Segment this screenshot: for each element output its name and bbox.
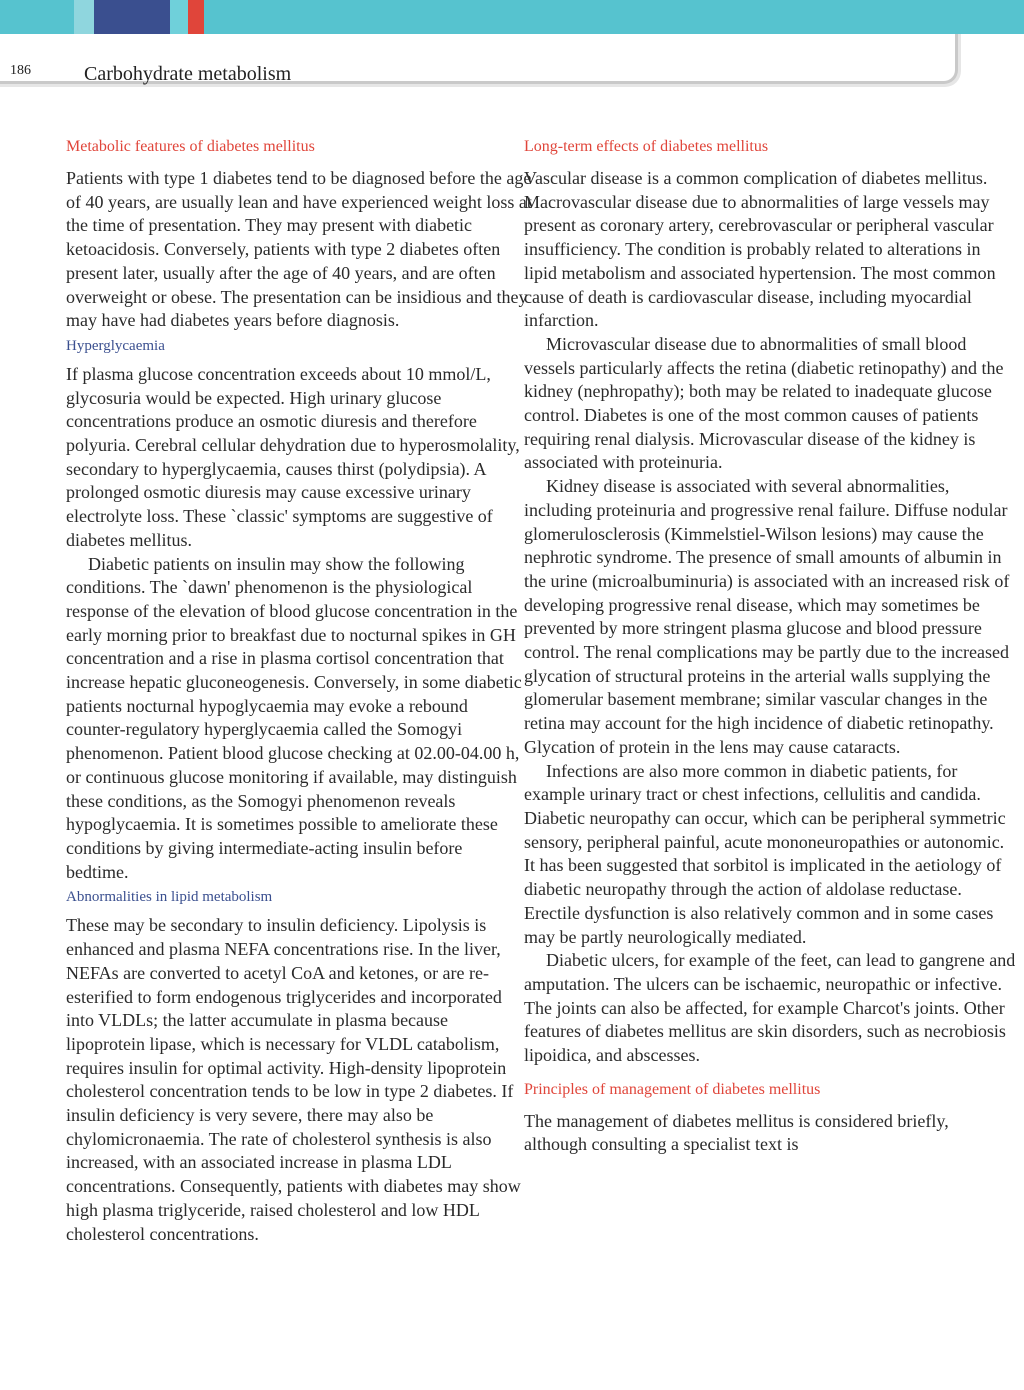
subsection-heading: Abnormalities in lipid metabolism <box>66 889 273 906</box>
subsection-heading: Hyperglycaemia <box>66 337 165 354</box>
paragraph: Infections are also more common in diabetic patients, for example urinary tract or chest infections, cellulitis and candida. Diabetic neuropathy can occur, which can be peripheral symmetric sensory, peripheral painful, acute mononeuropathies or autonomic. It has been suggested that sorbitol is implicated in the aetiology of diabetic neuropathy through the action of aldolase reductase. Erectile dysfunction is also relatively common and in some cases may be partly neurologically mediated. <box>524 760 1006 947</box>
left-column <box>66 135 532 1246</box>
header-decor-block-light <box>74 0 94 34</box>
spacer <box>524 1068 1016 1078</box>
paragraph: Diabetic patients on insulin may show the following conditions. The `dawn' phenomenon is the physiological response of the elevation of blood glucose concentration in the early morning prior to breakfast due to nocturnal spikes in GH concentration and a rise in plasma cortisol concentration that increase hepatic gluconeogenesis. Conversely, in some diabetic patients nocturnal hypoglycaemia may evoke a rebound counter-regulatory hyperglycaemia called the Somogyi phenomenon. Patient blood glucose checking at 02.00-04.00 h, or continuous glucose monitoring if available, may distinguish these conditions, as the Somogyi phenomenon reveals hypoglycaemia. It is sometimes possible to ameliorate these conditions by giving intermediate-acting insulin before bedtime. <box>66 553 522 882</box>
section-heading: Principles of management of diabetes mellitus <box>524 1080 821 1098</box>
section-heading: Long-term effects of diabetes mellitus <box>524 138 769 155</box>
paragraph: Microvascular disease due to abnormalities of small blood vessels particularly affects the retina (diabetic retinopathy) and the kidney (nephropathy); both may be related to inadequate glucose control. Diabetes is one of the most common causes of patients requiring renal dialysis. Microvascular disease of the kidney is associated with proteinuria. <box>524 333 1004 473</box>
paragraph: The management of diabetes mellitus is considered briefly, although consulting a specialist text is <box>524 1110 949 1155</box>
paragraph: Patients with type 1 diabetes tend to be diagnosed before the age of 40 years, are usually lean and have experienced weight loss at the time of presentation. They may present with diabetic ketoacidosis. Conversely, patients with type 2 diabetes often present later, usually after the age of 40 years, and are often overweight or obese. The presentation can be insidious and they may have had diabetes years before diagnosis. <box>66 168 532 331</box>
right-column <box>524 135 1016 1157</box>
header-decor-block-teal <box>170 0 188 34</box>
header-decor-block-navy <box>94 0 170 34</box>
page-number: 186 <box>10 63 31 78</box>
paragraph: Vascular disease is a common complication of diabetes mellitus. Macrovascular disease due to abnormalities of large vessels may present as coronary artery, cerebrovascular or peripheral vascular insufficiency. The condition is probably related to alterations in lipid metabolism and associated hypertension. The most common cause of death is cardiovascular disease, including myocardial infarction. <box>524 168 996 331</box>
header-decor-block-red <box>188 0 204 34</box>
paragraph: These may be secondary to insulin deficiency. Lipolysis is enhanced and plasma NEFA concentrations rise. In the liver, NEFAs are converted to acetyl CoA and ketones, or are re-esterified to form endogenous triglycerides and incorporated into VLDLs; the latter accumulate in plasma because lipoprotein lipase, which is necessary for VLDL catabolism, requires insulin for optimal activity. High-density lipoprotein cholesterol concentration tends to be low in type 2 diabetes. If insulin deficiency is very severe, there may also be chylomicronaemia. The rate of cholesterol synthesis is also increased, with an associated increase in plasma LDL concentrations. Consequently, patients with diabetes may show high plasma triglyceride, raised cholesterol and low HDL cholesterol concentrations. <box>66 915 521 1244</box>
paragraph: Diabetic ulcers, for example of the feet, can lead to gangrene and amputation. The ulcers can be ischaemic, neuropathic or infective. The joints can also be affected, for example Charcot's joints. Other features of diabetes mellitus are skin disorders, such as necrobiosis lipoidica, and abscesses. <box>524 950 1016 1066</box>
running-title: Carbohydrate metabolism <box>84 63 292 85</box>
paragraph: Kidney disease is associated with several abnormalities, including proteinuria and progressive renal failure. Diffuse nodular glomerulosclerosis (Kimmelstiel-Wilson lesions) may cause the nephrotic syndrome. The presence of small amounts of albumin in the urine (microalbuminuria) is associated with an increased risk of developing progressive renal disease, which may sometimes be prevented by more stringent plasma glucose and blood pressure control. The renal complications may be partly due to the increased glycation of structural proteins in the arterial walls supplying the glomerular basement membrane; similar vascular changes in the retina may account for the high incidence of diabetic retinopathy. Glycation of protein in the lens may cause cataracts. <box>524 476 1010 757</box>
section-heading: Metabolic features of diabetes mellitus <box>66 138 315 155</box>
paragraph: If plasma glucose concentration exceeds about 10 mmol/L, glycosuria would be expected. High urinary glucose concentrations produce an osmotic diuresis and therefore polyuria. Cerebral cellular dehydration due to hyperosmolality, secondary to hyperglycaemia, causes thirst (polydipsia). A prolonged osmotic diuresis may cause excessive urinary electrolyte loss. These `classic' symptoms are suggestive of diabetes mellitus. <box>66 363 520 550</box>
